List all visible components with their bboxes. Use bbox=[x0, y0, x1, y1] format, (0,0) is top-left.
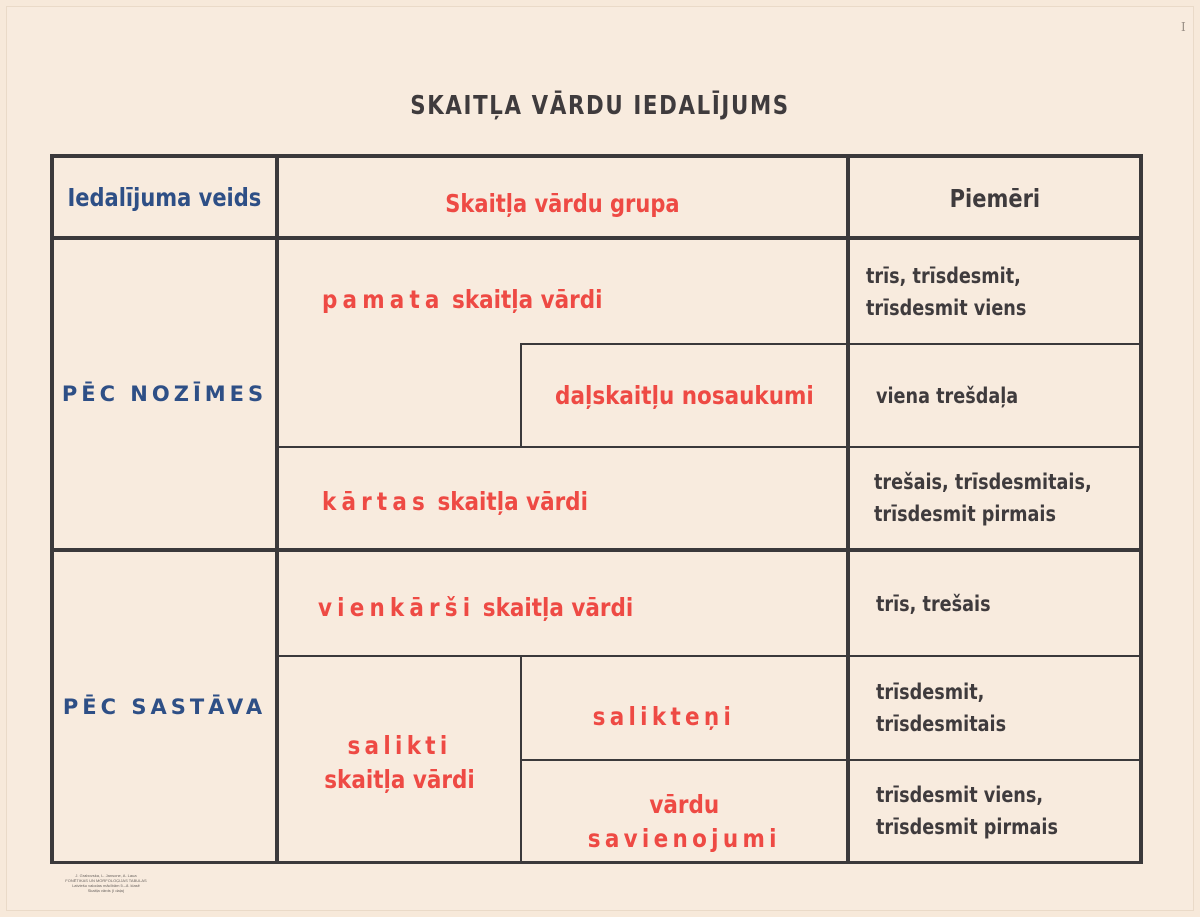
example-simple bbox=[876, 552, 1136, 655]
group-word-combinations bbox=[522, 778, 846, 866]
group-fractions bbox=[522, 345, 846, 446]
example-salikteni bbox=[876, 657, 1138, 759]
group-salikteni-label: salikteņi bbox=[592, 702, 736, 731]
group-compound-label: salikti skaitļa vārdi bbox=[324, 731, 475, 794]
example-ordinal-text: trešais, trīsdesmitais, trīsdesmit pirmais bbox=[874, 470, 1092, 526]
group-ordinal-label: kārtas skaitļa vārdi bbox=[322, 487, 588, 516]
header-type-label: Iedalījuma veids bbox=[67, 182, 262, 212]
example-ordinal bbox=[874, 448, 1136, 548]
section-meaning-label: PĒC NOZĪMES bbox=[61, 382, 268, 406]
section-label-composition bbox=[54, 552, 275, 861]
header-cell-group bbox=[279, 158, 846, 248]
example-salikteni-text: trīsdesmit, trīsdesmitais bbox=[876, 680, 1007, 736]
example-simple-text: trīs, trešais bbox=[876, 591, 991, 616]
group-compound bbox=[279, 700, 520, 826]
corner-mark: I bbox=[1181, 20, 1186, 34]
header-group-label: Skaitļa vārdu grupa bbox=[445, 188, 680, 218]
example-word-combinations-text: trīsdesmit viens, trīsdesmit pirmais bbox=[876, 783, 1058, 839]
group-cardinal bbox=[322, 270, 822, 330]
group-compounds-salikteni bbox=[522, 668, 806, 766]
header-cell-examples bbox=[850, 158, 1139, 238]
group-word-combinations-label: vārdu savienojumi bbox=[587, 790, 781, 853]
header-cell-type bbox=[54, 158, 275, 236]
header-examples-label: Piemēri bbox=[949, 183, 1040, 213]
section-composition-label: PĒC SASTĀVA bbox=[62, 694, 267, 719]
group-simple bbox=[318, 576, 838, 640]
poster-title: SKAITĻA VĀRDU IEDALĪJUMS bbox=[410, 91, 790, 121]
example-word-combinations bbox=[876, 761, 1138, 861]
group-simple-label: vienkārši skaitļa vārdi bbox=[318, 593, 634, 622]
group-cardinal-label: pamata skaitļa vārdi bbox=[322, 285, 603, 314]
example-fractions bbox=[876, 345, 1136, 446]
section-label-meaning bbox=[54, 240, 275, 548]
publisher-credits: J. Grabovska, L. Jansone, A. Laua FONĒTIKAS UN MORFOLOĢIJAS TABULAS Latviešu valodas mācībām 5.–8. klasē Skaitļa vārds (I daļa) bbox=[65, 873, 147, 893]
example-cardinal-text: trīs, trīsdesmit, trīsdesmit viens bbox=[866, 263, 1027, 320]
example-fractions-text: viena trešdaļa bbox=[876, 383, 1019, 408]
example-cardinal bbox=[866, 240, 1136, 343]
group-ordinal bbox=[322, 470, 822, 534]
group-fractions-label: daļskaitļu nosaukumi bbox=[554, 380, 814, 410]
